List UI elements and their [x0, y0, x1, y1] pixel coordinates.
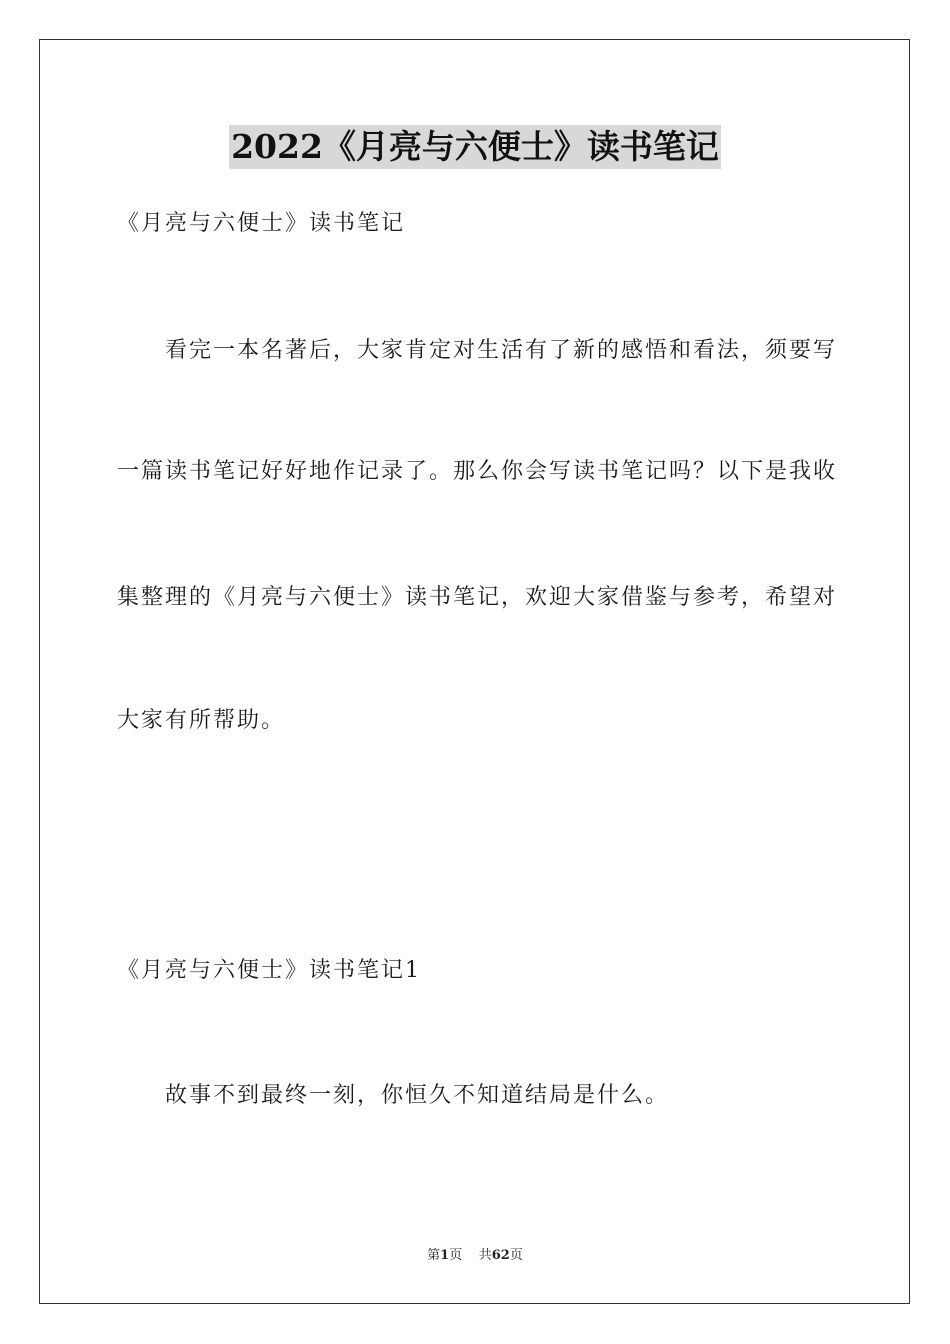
footer-page-suffix: 页	[449, 1248, 463, 1263]
document-subtitle: 《月亮与六便士》读书笔记	[117, 211, 406, 236]
footer-total-pages: 62	[491, 1248, 510, 1263]
footer-page-number: 1	[440, 1248, 450, 1263]
intro-line-2: 一篇读书笔记好好地作记录了。那么你会写读书笔记吗？以下是我收	[117, 459, 838, 484]
intro-line-1: 看完一本名著后，大家肯定对生活有了新的感悟和看法，须要写	[165, 338, 838, 363]
title-container	[0, 125, 950, 169]
document-title: 2022《月亮与六便士》读书笔记	[229, 125, 721, 169]
footer-page-prefix: 第	[427, 1248, 441, 1263]
footer-total-prefix: 共	[478, 1248, 492, 1263]
footer-total-suffix: 页	[509, 1248, 523, 1263]
intro-line-4: 大家有所帮助。	[117, 708, 286, 733]
section-paragraph-line-1: 故事不到最终一刻，你恒久不知道结局是什么。	[165, 1083, 670, 1108]
intro-line-3: 集整理的《月亮与六便士》读书笔记，欢迎大家借鉴与参考，希望对	[117, 585, 838, 610]
section-heading: 《月亮与六便士》读书笔记1	[117, 958, 421, 983]
page-footer	[0, 1247, 950, 1265]
